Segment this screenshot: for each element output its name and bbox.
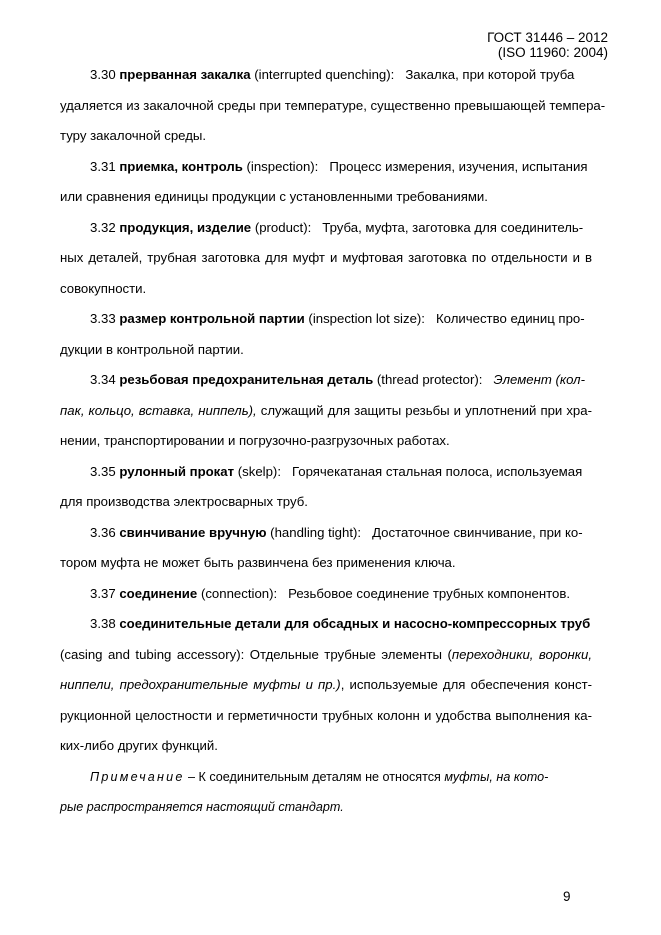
term: размер контрольной партии <box>119 311 305 326</box>
term-english: (connection): <box>200 585 278 601</box>
term: свинчивание вручную <box>119 524 267 540</box>
definitions-body <box>60 60 606 823</box>
note: Примечание – К соединительным деталям не относятся муфты, на кото- рые распространяется настоящий стандарт. <box>60 769 549 814</box>
definition-3-33: 3.33 размер контрольной партии (inspection lot size): Количество единиц про- дукции в контрольной партии. <box>60 311 585 357</box>
term: соединение <box>119 585 198 601</box>
definition-3-36: 3.36 свинчивание вручную (handling tight): Достаточное свинчивание, при ко- тором муфта не может быть развинчена без применения ключа. <box>60 524 583 570</box>
term: резьбовая предохранительная деталь <box>119 372 374 387</box>
definition-3-37: 3.37 соединение (connection): Резьбовое соединение трубных компонентов. <box>90 585 571 601</box>
term: прерванная закалка <box>119 67 251 82</box>
term: продукция, изделие <box>119 219 252 235</box>
term: приемка, контроль <box>119 158 243 174</box>
term: рулонный прокат <box>119 463 235 479</box>
iso-reference: (ISO 11960: 2004) <box>497 45 608 60</box>
term-english: (interrupted quenching): <box>254 67 395 82</box>
definition-3-32: 3.32 продукция, изделие (product): Труба, муфта, заготовка для соединитель- ных деталей, трубная заготовка для муфт и муфтовая заготовка по отдельности и в совокупности. <box>60 219 592 296</box>
term-english: (inspection): <box>246 158 319 174</box>
term-english: (thread protector): <box>376 372 483 387</box>
standard-number: ГОСТ 31446 – 2012 <box>487 30 608 45</box>
term-english: (handling tight): <box>270 524 362 540</box>
definition-3-34: 3.34 резьбовая предохранительная деталь (thread protector): Элемент (кол- пак, кольцо, вставка, ниппель), служащий для защиты резьбы и уплотнений при хра- нении, транспортировании и погрузочно-разгрузочных работах. <box>60 372 592 448</box>
page-number: 9 <box>563 889 571 904</box>
term-english: (inspection lot size): <box>308 311 425 326</box>
note-label: Примечание <box>90 769 185 784</box>
term-english: (product): <box>254 219 312 235</box>
definition-3-30: 3.30 прерванная закалка (interrupted quenching): Закалка, при которой труба удаляется из закалочной среды при температуре, существенно превышающей темпера- туру закалочной среды. <box>60 67 606 143</box>
definition-3-38: 3.38 соединительные детали для обсадных и насосно-компрессорных труб (casing and tubing accessory): Отдельные трубные элементы (переходники, воронки, ниппели, предохранительные муфты и пр.), используемые для обеспечения конст- рукционной целостности и герметичности трубных колонн и удобства выполнения ка- ких-либо других функций. <box>60 616 592 753</box>
term-english: (skelp): <box>237 463 281 479</box>
term: соединительные детали для обсадных и насосно-компрессорных труб <box>119 616 591 631</box>
definition-3-31: 3.31 приемка, контроль (inspection): Процесс измерения, изучения, испытания или сравнения единицы продукции с установленными требованиями. <box>60 158 588 204</box>
definition-3-35: 3.35 рулонный прокат (skelp): Горячекатаная стальная полоса, используемая для производства электросварных труб. <box>60 463 583 509</box>
document-header <box>487 30 608 60</box>
